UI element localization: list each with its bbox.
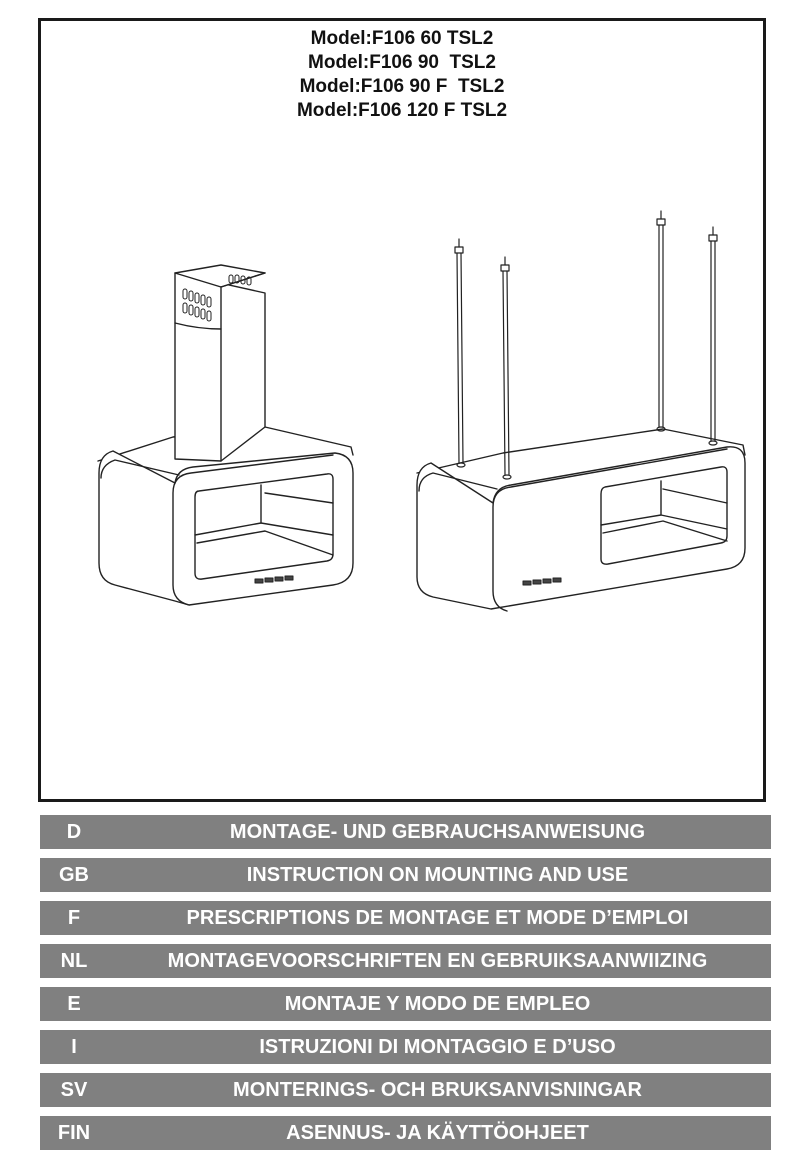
language-title: ASENNUS- JA KÄYTTÖOHJEET — [286, 1121, 589, 1144]
language-code: E — [67, 992, 81, 1015]
language-row-sv — [40, 1073, 771, 1107]
model-line: Model:F106 90 TSL2 — [308, 52, 496, 73]
language-title: PRESCRIPTIONS DE MONTAGE ET MODE D’EMPLOI — [186, 906, 689, 929]
language-title: MONTAGE- UND GEBRAUCHSANWEISUNG — [229, 820, 646, 843]
cover-frame — [38, 18, 766, 802]
language-title: MONTAJE Y MODO DE EMPLEO — [284, 992, 591, 1015]
language-row-fin — [40, 1116, 771, 1150]
language-code: D — [66, 820, 82, 843]
language-row-i — [40, 1030, 771, 1064]
language-code: I — [71, 1035, 77, 1058]
language-title: ISTRUZIONI DI MONTAGGIO E D’USO — [259, 1035, 616, 1058]
language-code: FIN — [57, 1121, 91, 1144]
language-row-d — [40, 815, 771, 849]
language-row-e — [40, 987, 771, 1021]
model-line: Model:F106 90 F TSL2 — [299, 76, 505, 97]
chimney-hood-drawing — [98, 265, 353, 605]
language-row-gb — [40, 858, 771, 892]
model-line: Model:F106 120 F TSL2 — [296, 100, 508, 121]
suspended-hood-drawing — [417, 211, 745, 611]
language-code: F — [67, 906, 81, 929]
model-line: Model:F106 60 TSL2 — [310, 28, 494, 49]
language-title: INSTRUCTION ON MOUNTING AND USE — [246, 863, 629, 886]
language-code: SV — [60, 1078, 88, 1101]
language-title: MONTAGEVOORSCHRIFTEN EN GEBRUIKSAANWIIZING — [167, 949, 708, 972]
language-code: GB — [59, 863, 89, 886]
language-row-f — [40, 901, 771, 935]
language-row-nl — [40, 944, 771, 978]
language-list — [40, 815, 771, 1159]
language-code: NL — [60, 949, 88, 972]
language-title: MONTERINGS- OCH BRUKSANVISNINGAR — [233, 1078, 642, 1101]
hood-illustrations — [41, 21, 763, 799]
